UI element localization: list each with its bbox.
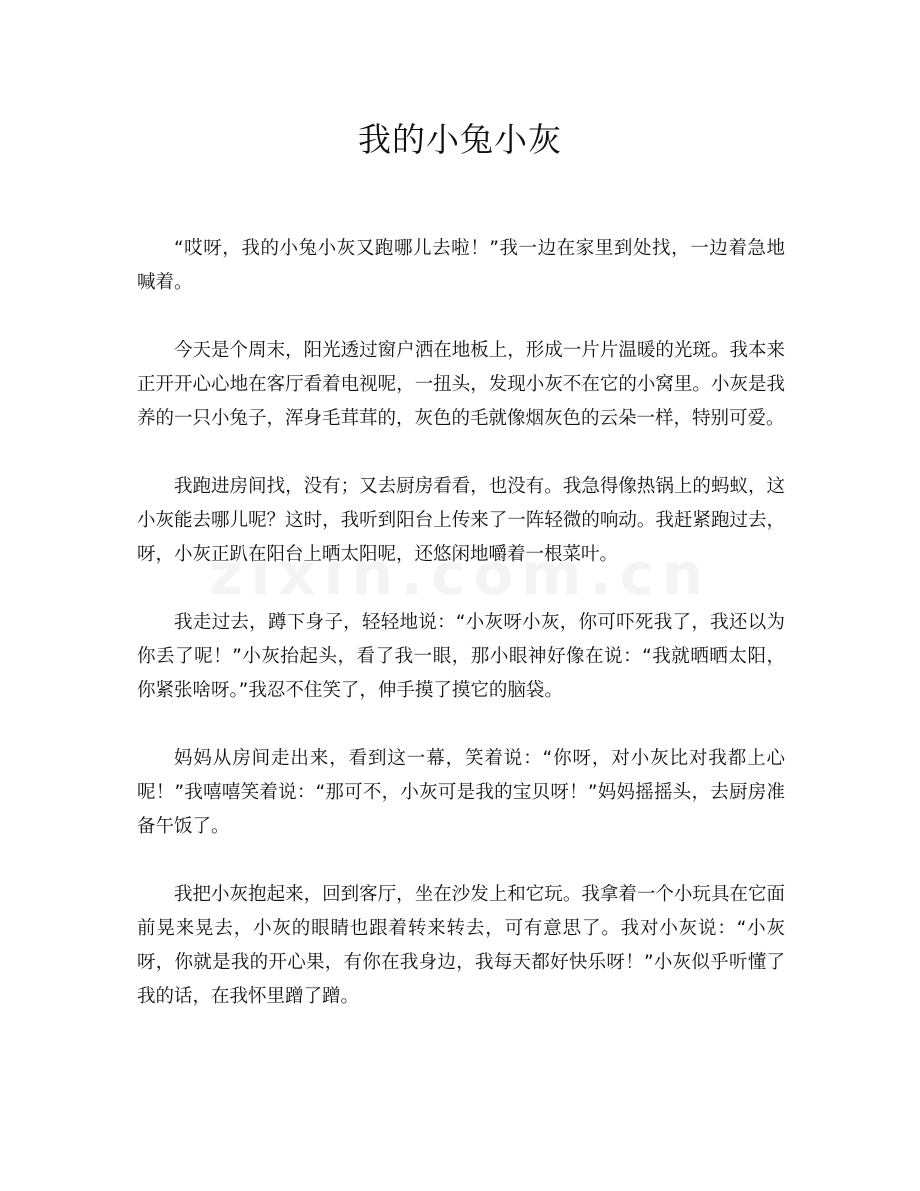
paragraph-6: 我把小灰抱起来，回到客厅，坐在沙发上和它玩。我拿着一个小玩具在它面前晃来晃去，小灰的眼睛也跟着转来转去，可有意思了。我对小灰说：“小灰呀，你就是我的开心果，有你在我身边，我每天都好快乐呀！”小灰似乎听懂了我的话，在我怀里蹭了蹭。 <box>137 884 785 1007</box>
paragraph-3: 我跑进房间找，没有；又去厨房看看，也没有。我急得像热锅上的蚂蚁，这小灰能去哪儿呢？这时，我听到阳台上传来了一阵轻微的响动。我赶紧跑过去，呀，小灰正趴在阳台上晒太阳呢，还悠闲地嚼着一根菜叶。 <box>137 476 785 565</box>
paragraph-2: 今天是个周末，阳光透过窗户洒在地板上，形成一片片温暖的光斑。我本来正开开心心地在客厅看着电视呢，一扭头，发现小灰不在它的小窝里。小灰是我养的一只小兔子，浑身毛茸茸的，灰色的毛就像烟灰色的云朵一样，特别可爱。 <box>137 340 785 429</box>
paragraph-1: “哎呀，我的小兔小灰又跑哪儿去啦！”我一边在家里到处找，一边着急地喊着。 <box>137 238 785 293</box>
paragraph-4: 我走过去，蹲下身子，轻轻地说：“小灰呀小灰，你可吓死我了，我还以为你丢了呢！”小灰抬起头，看了我一眼，那小眼神好像在说：“我就晒晒太阳，你紧张啥呀。”我忍不住笑了，伸手摸了摸它的脑袋。 <box>137 612 785 701</box>
paragraph-5: 妈妈从房间走出来，看到这一幕，笑着说：“你呀，对小灰比对我都上心呢！”我嘻嘻笑着说：“那可不，小灰可是我的宝贝呀！”妈妈摇摇头，去厨房准备午饭了。 <box>137 748 785 837</box>
document-body <box>137 232 785 1048</box>
document-title: 我的小兔小灰 <box>358 120 562 159</box>
